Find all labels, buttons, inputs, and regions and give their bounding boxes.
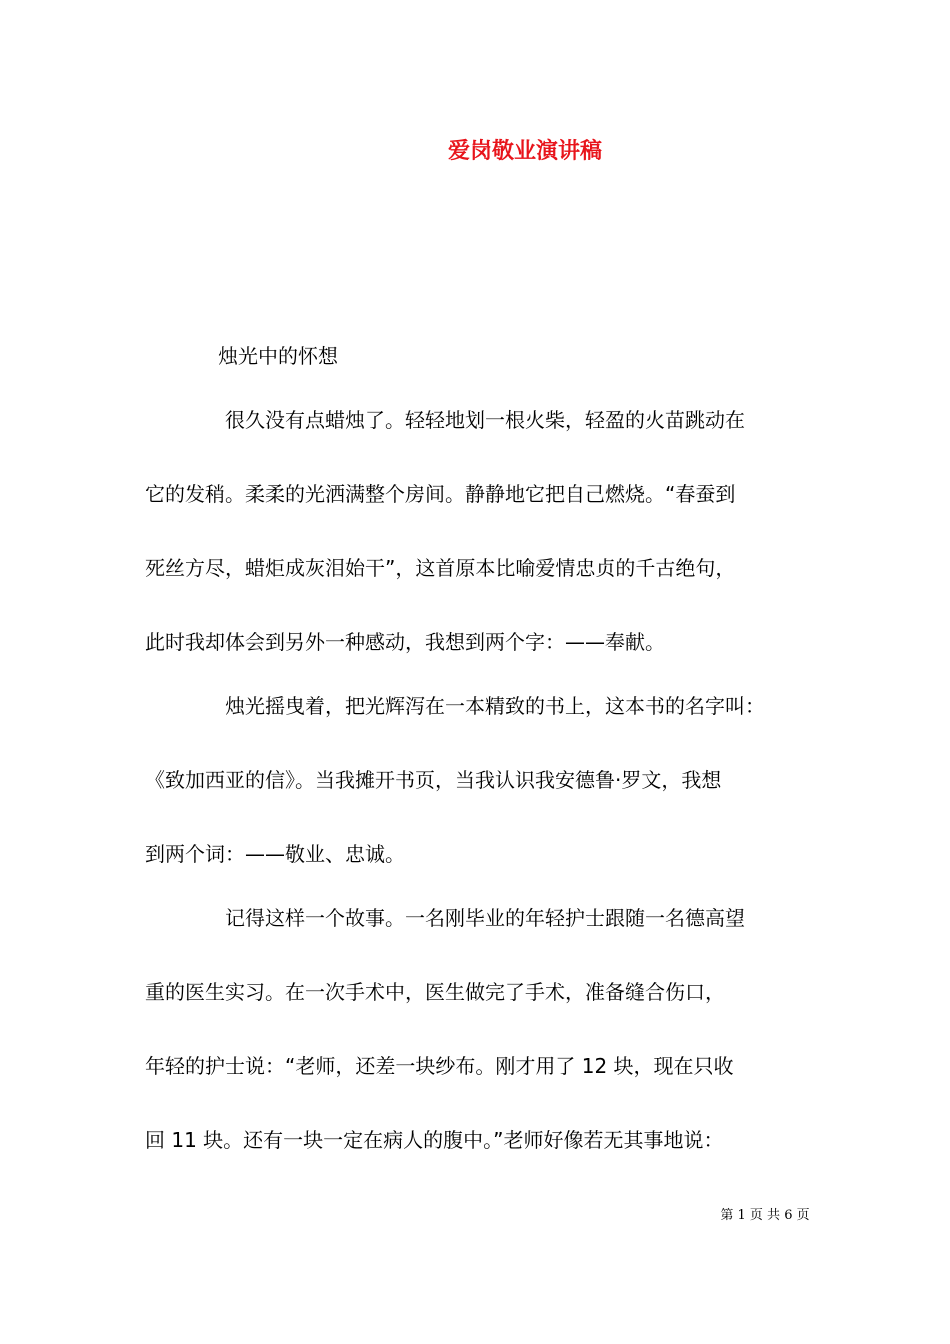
paragraph-line: 到两个词：——敬业、忠诚。 [145,842,405,866]
paragraph-line: 很久没有点蜡烛了。轻轻地划一根火柴，轻盈的火苗跳动在 [225,408,745,432]
paragraph-line: 此时我却体会到另外一种感动，我想到两个字：——奉献。 [145,630,665,654]
paragraph-line: 死丝方尽，蜡炬成灰泪始干”，这首原本比喻爱情忠贞的千古绝句， [145,556,736,580]
section-heading: 烛光中的怀想 [218,344,338,368]
paragraph-line: 《致加西亚的信》。当我摊开书页，当我认识我安德鲁·罗文，我想 [145,768,722,792]
paragraph-line: 记得这样一个故事。一名刚毕业的年轻护士跟随一名德高望 [225,906,745,930]
paragraph-line: 回 11 块。还有一块一定在病人的腹中。”老师好像若无其事地说： [145,1128,724,1152]
paragraph-line: 它的发稍。柔柔的光洒满整个房间。静静地它把自己燃烧。“春蚕到 [145,482,736,506]
paragraph-line: 烛光摇曳着，把光辉泻在一本精致的书上，这本书的名字叫： [225,694,765,718]
paragraph-line: 重的医生实习。在一次手术中，医生做完了手术，准备缝合伤口， [145,980,725,1004]
page-footer: 第 1 页 共 6 页 [720,1208,810,1223]
paragraph-line: 年轻的护士说：“老师，还差一块纱布。刚才用了 12 块，现在只收 [145,1054,734,1078]
document-title: 爱岗敬业演讲稿 [447,139,602,164]
